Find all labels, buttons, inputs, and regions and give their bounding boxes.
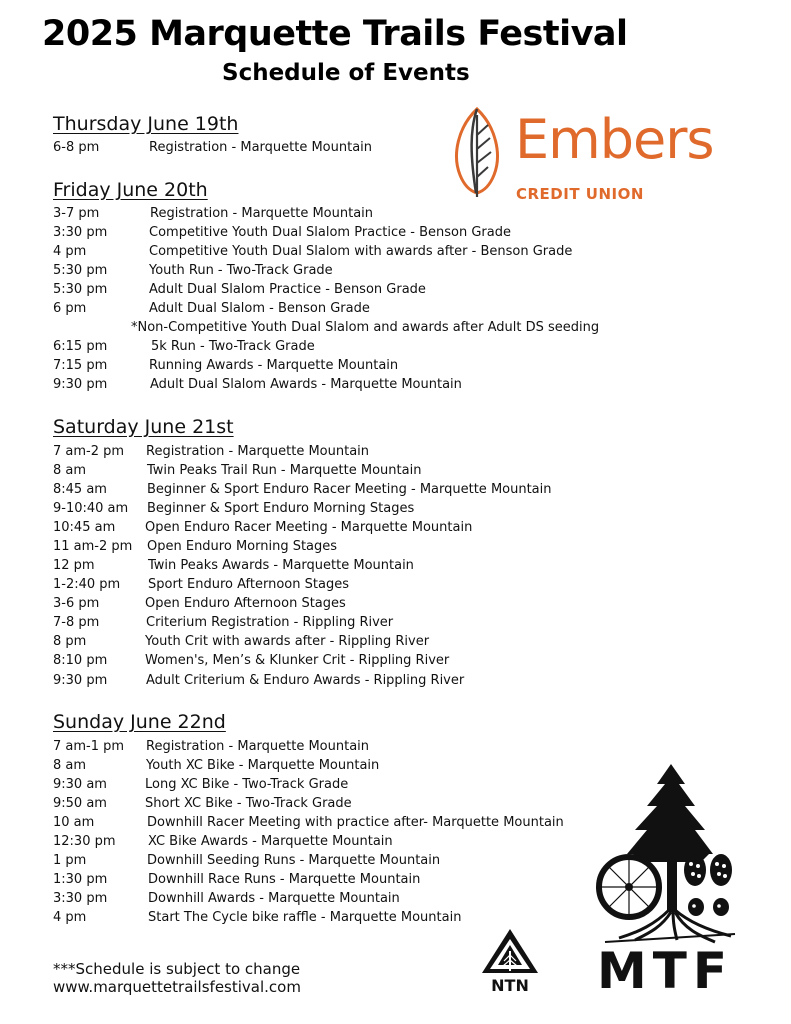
sponsor-tagline: CREDIT UNION (516, 185, 644, 203)
page-subtitle: Schedule of Events (222, 60, 470, 86)
event-time: 6 pm (53, 301, 87, 316)
event-time: 9:50 am (53, 796, 107, 811)
event-time: 9:30 pm (53, 673, 108, 688)
event-time: 8 am (53, 758, 87, 773)
event-time: 9:30 am (53, 777, 107, 792)
event-name: Open Enduro Racer Meeting - Marquette Mountain (145, 520, 473, 535)
event-time: 11 am-2 pm (53, 539, 133, 554)
event-time: 8 am (53, 463, 87, 478)
event-name: Criterium Registration - Rippling River (146, 615, 394, 630)
event-name: Downhill Seeding Runs - Marquette Mountain (147, 853, 441, 868)
event-name: Registration - Marquette Mountain (146, 739, 370, 754)
event-time: 3:30 pm (53, 225, 108, 240)
event-name: Youth Crit with awards after - Rippling River (145, 634, 430, 649)
event-name: Youth Run - Two-Track Grade (149, 263, 333, 278)
event-time: 7 am-1 pm (53, 739, 125, 754)
event-name: Adult Criterium & Enduro Awards - Rippling River (146, 673, 465, 688)
event-time: 5:30 pm (53, 282, 108, 297)
event-name: Downhill Awards - Marquette Mountain (148, 891, 400, 906)
mtf-logo (585, 762, 745, 997)
event-time: 3:30 pm (53, 891, 108, 906)
event-time: 8 pm (53, 634, 87, 649)
event-name: Twin Peaks Trail Run - Marquette Mountain (147, 463, 422, 478)
event-name: Running Awards - Marquette Mountain (149, 358, 399, 373)
event-name: Short XC Bike - Two-Track Grade (145, 796, 352, 811)
event-name: Adult Dual Slalom Awards - Marquette Mountain (150, 377, 462, 392)
event-time: 3-7 pm (53, 206, 100, 221)
event-name: Registration - Marquette Mountain (150, 206, 374, 221)
event-time: 7:15 pm (53, 358, 108, 373)
day-heading-thursday: Thursday June 19th (53, 113, 239, 135)
event-name: Sport Enduro Afternoon Stages (148, 577, 349, 592)
mtf-logo-text: MTF (596, 942, 734, 997)
event-time: 8:45 am (53, 482, 107, 497)
event-name: Registration - Marquette Mountain (146, 444, 370, 459)
event-name: Open Enduro Morning Stages (147, 539, 338, 554)
event-name: Open Enduro Afternoon Stages (145, 596, 346, 611)
day-heading-saturday: Saturday June 21st (53, 416, 234, 438)
event-name: Start The Cycle bike raffle - Marquette Mountain (148, 910, 462, 925)
event-name: Downhill Race Runs - Marquette Mountain (148, 872, 421, 887)
event-name: Youth XC Bike - Marquette Mountain (146, 758, 380, 773)
ntn-logo (478, 925, 542, 995)
event-time: 1:30 pm (53, 872, 108, 887)
sponsor-name: Embers (515, 108, 714, 171)
event-time: 10:45 am (53, 520, 116, 535)
event-time: 6-8 pm (53, 140, 100, 155)
event-time: 7 am-2 pm (53, 444, 125, 459)
event-time: 9:30 pm (53, 377, 108, 392)
event-name: XC Bike Awards - Marquette Mountain (148, 834, 393, 849)
event-name: Beginner & Sport Enduro Morning Stages (147, 501, 415, 516)
event-name: Registration - Marquette Mountain (149, 140, 373, 155)
leaf-icon (457, 109, 498, 197)
schedule-note: *Non-Competitive Youth Dual Slalom and awards after Adult DS seeding (131, 320, 600, 335)
event-time: 10 am (53, 815, 95, 830)
event-time: 4 pm (53, 910, 87, 925)
event-time: 7-8 pm (53, 615, 100, 630)
event-time: 6:15 pm (53, 339, 108, 354)
schedule-disclaimer: ***Schedule is subject to change (53, 960, 301, 978)
event-time: 12:30 pm (53, 834, 116, 849)
page-title: 2025 Marquette Trails Festival (42, 14, 628, 54)
event-time: 12 pm (53, 558, 95, 573)
event-time: 5:30 pm (53, 263, 108, 278)
event-name: 5k Run - Two-Track Grade (151, 339, 315, 354)
event-name: Twin Peaks Awards - Marquette Mountain (148, 558, 414, 573)
event-time: 9-10:40 am (53, 501, 129, 516)
event-name: Adult Dual Slalom - Benson Grade (149, 301, 370, 316)
event-time: 1-2:40 pm (53, 577, 121, 592)
tree-bike-shoes-icon (599, 764, 735, 942)
day-heading-sunday: Sunday June 22nd (53, 711, 226, 733)
event-name: Adult Dual Slalom Practice - Benson Grade (149, 282, 426, 297)
website-link[interactable]: www.marquettetrailsfestival.com (53, 978, 301, 996)
event-name: Competitive Youth Dual Slalom with awards after - Benson Grade (149, 244, 573, 259)
event-name: Competitive Youth Dual Slalom Practice - Benson Grade (149, 225, 511, 240)
event-time: 1 pm (53, 853, 87, 868)
event-time: 4 pm (53, 244, 87, 259)
event-time: 8:10 pm (53, 653, 108, 668)
ntn-logo-text: NTN (491, 976, 529, 995)
event-time: 3-6 pm (53, 596, 100, 611)
day-heading-friday: Friday June 20th (53, 179, 208, 201)
event-name: Beginner & Sport Enduro Racer Meeting - Marquette Mountain (147, 482, 552, 497)
event-name: Downhill Racer Meeting with practice after- Marquette Mountain (147, 815, 564, 830)
event-name: Women's, Men’s & Klunker Crit - Rippling River (145, 653, 450, 668)
tree-triangle-icon (482, 929, 538, 973)
event-name: Long XC Bike - Two-Track Grade (145, 777, 349, 792)
